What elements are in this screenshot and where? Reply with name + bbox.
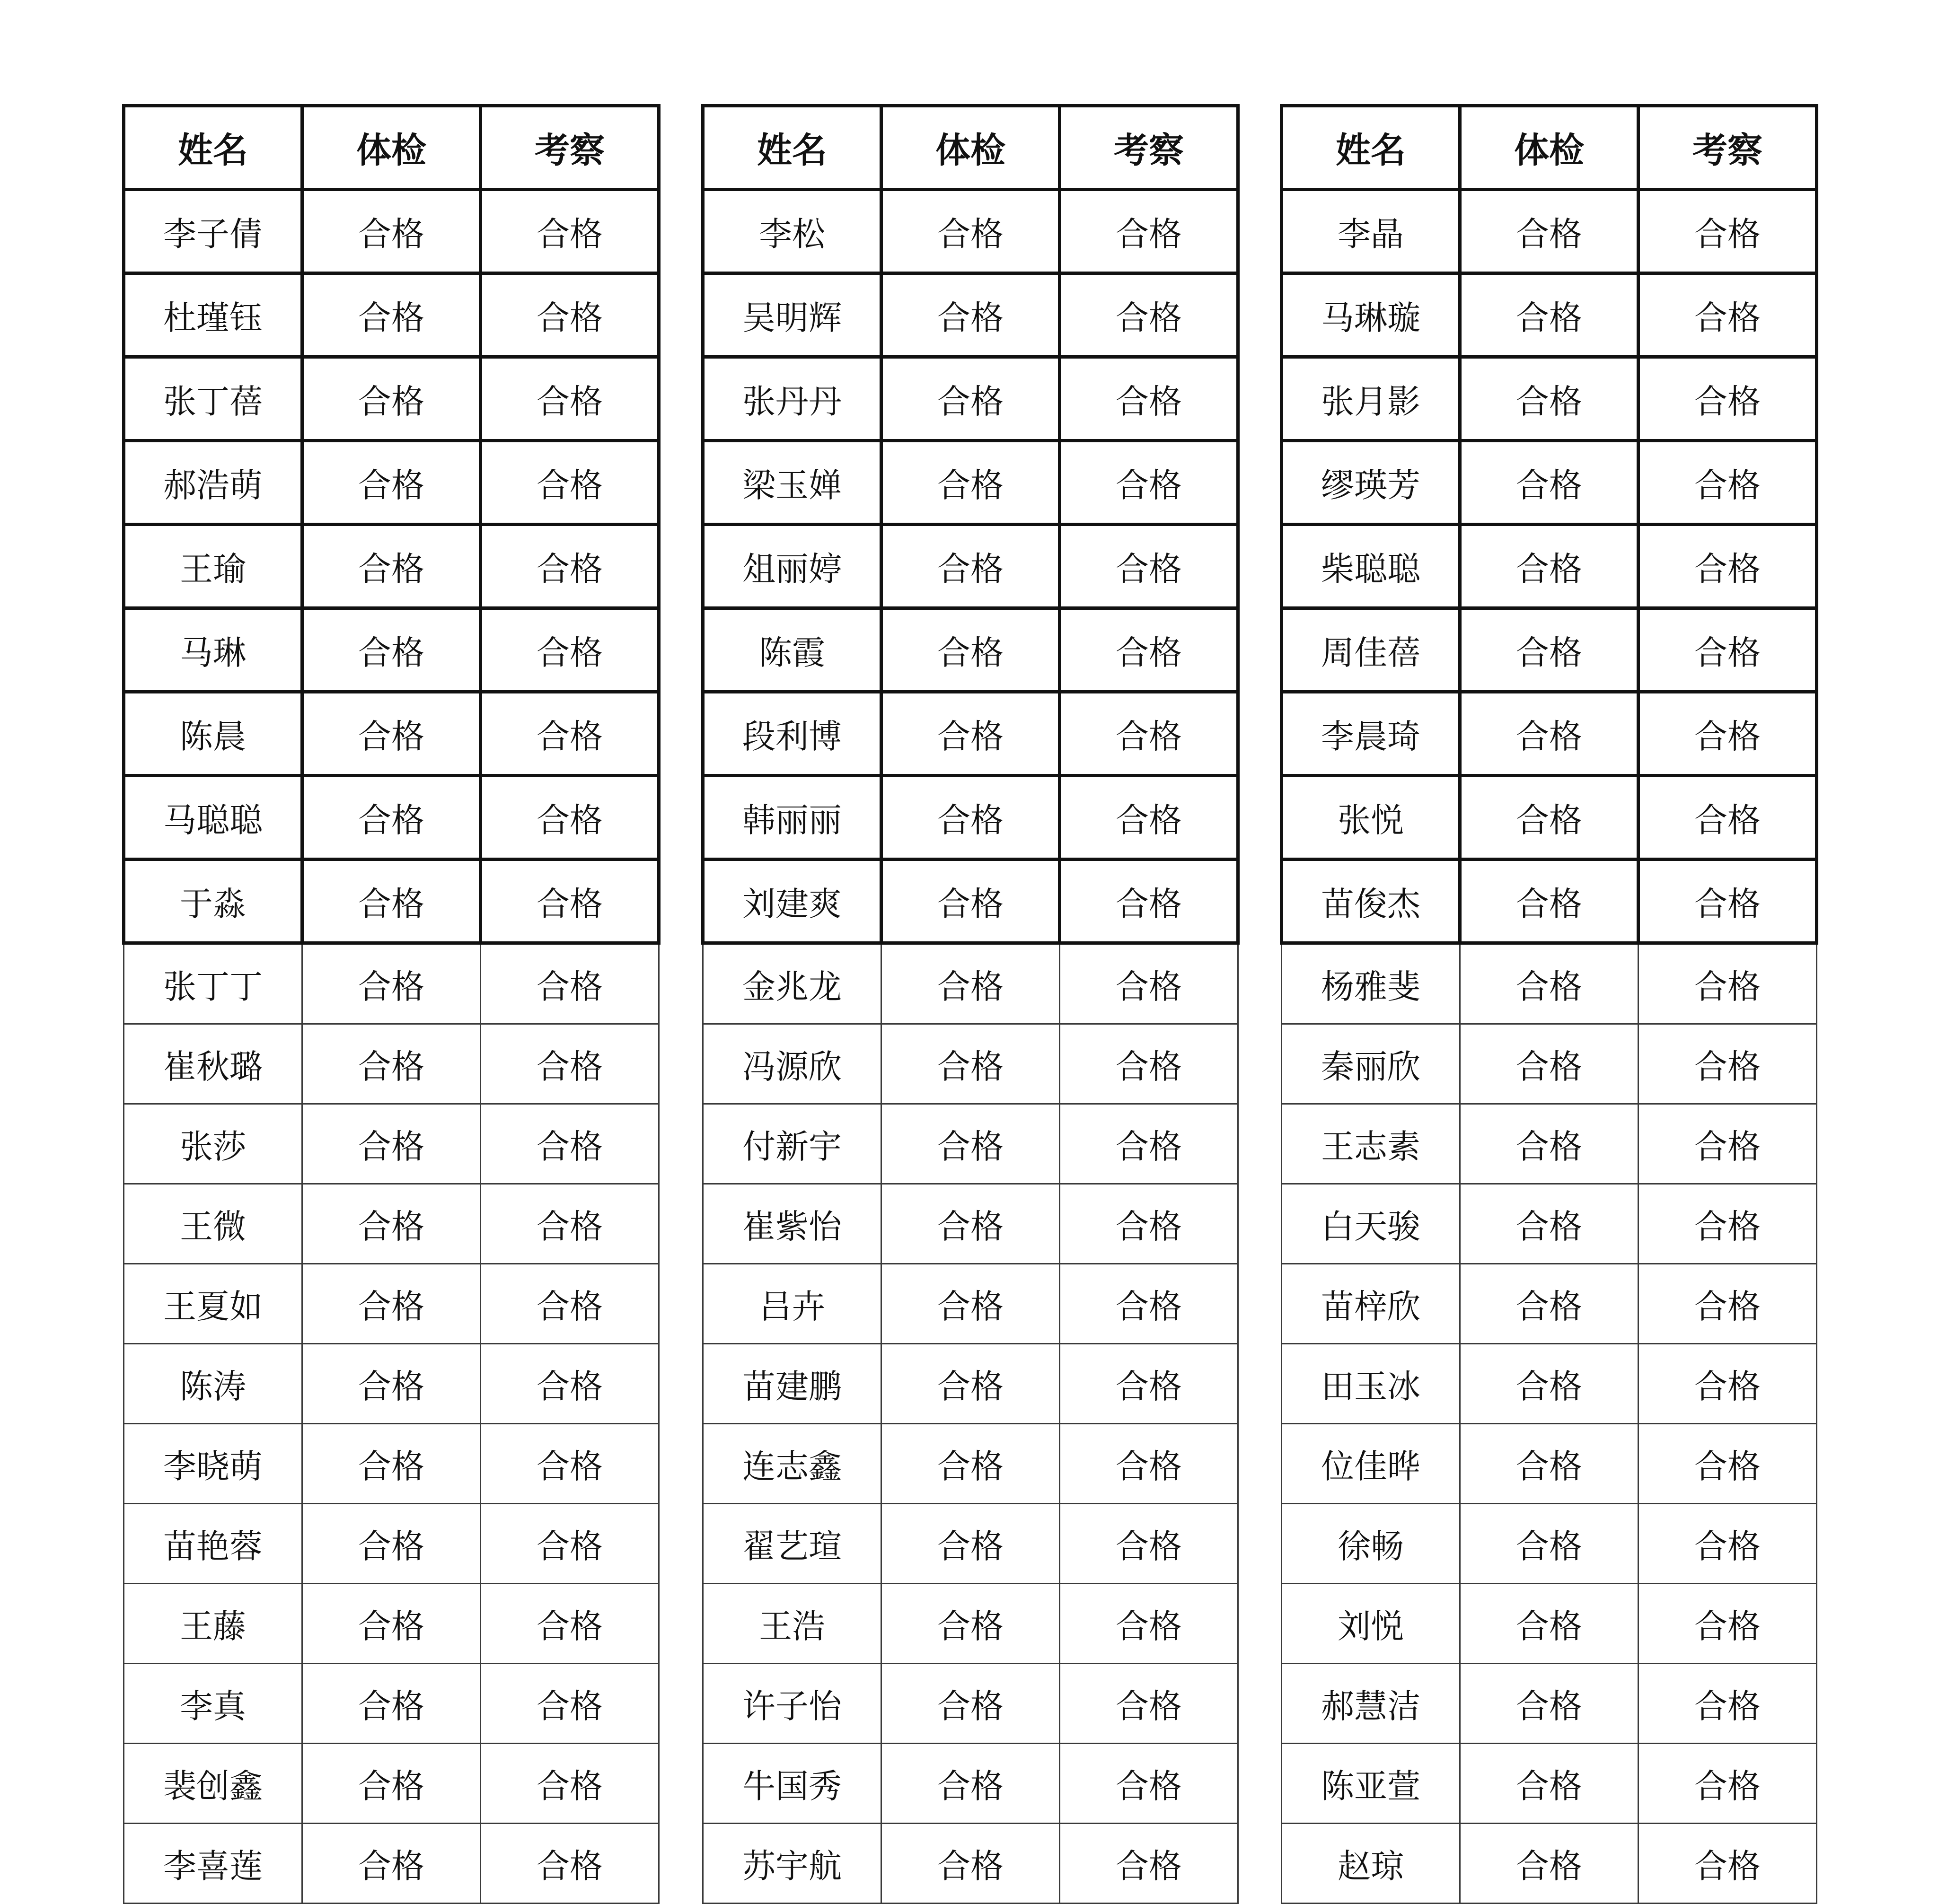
- cell-name: 李松: [703, 190, 881, 273]
- cell-name: 俎丽婷: [703, 525, 881, 608]
- cell-name: 苗建鹏: [703, 1344, 881, 1424]
- cell-review: 合格: [1638, 441, 1817, 525]
- cell-review: 合格: [1060, 1344, 1238, 1424]
- table-row: [703, 357, 1238, 441]
- cell-name: 陈霞: [703, 608, 881, 692]
- cell-physical-exam: 合格: [302, 1184, 481, 1264]
- cell-review: 合格: [1060, 1744, 1238, 1824]
- cell-name: 张悦: [1282, 776, 1460, 860]
- cell-physical-exam: 合格: [302, 1744, 481, 1824]
- cell-name: 付新宇: [703, 1104, 881, 1184]
- table-row: [703, 1824, 1238, 1904]
- table-row: [124, 273, 659, 357]
- results-table-right: [1280, 104, 1816, 1904]
- cell-review: 合格: [481, 357, 659, 441]
- results-table: [122, 104, 661, 1904]
- cell-name: 周佳蓓: [1282, 608, 1460, 692]
- cell-name: 李晓萌: [124, 1424, 302, 1504]
- cell-review: 合格: [1638, 1584, 1817, 1664]
- cell-name: 张丁丁: [124, 943, 302, 1024]
- table-row: [1282, 860, 1817, 943]
- cell-physical-exam: 合格: [881, 860, 1060, 943]
- cell-physical-exam: 合格: [302, 1024, 481, 1104]
- cell-physical-exam: 合格: [1460, 1504, 1638, 1584]
- cell-review: 合格: [481, 190, 659, 273]
- cell-physical-exam: 合格: [302, 943, 481, 1024]
- cell-review: 合格: [1638, 943, 1817, 1024]
- cell-name: 陈晨: [124, 692, 302, 776]
- cell-name: 崔紫怡: [703, 1184, 881, 1264]
- cell-name: 王夏如: [124, 1264, 302, 1344]
- cell-review: 合格: [1060, 1584, 1238, 1664]
- cell-name: 苗艳蓉: [124, 1504, 302, 1584]
- table-row: [1282, 1824, 1817, 1904]
- table-row: [703, 1184, 1238, 1264]
- cell-name: 王藤: [124, 1584, 302, 1664]
- table-row: [1282, 1024, 1817, 1104]
- cell-physical-exam: 合格: [302, 525, 481, 608]
- cell-physical-exam: 合格: [881, 608, 1060, 692]
- table-row: [124, 1344, 659, 1424]
- cell-name: 牛国秀: [703, 1744, 881, 1824]
- cell-review: 合格: [1638, 692, 1817, 776]
- cell-name: 马琳璇: [1282, 273, 1460, 357]
- table-row: [1282, 692, 1817, 776]
- table-row: [703, 776, 1238, 860]
- cell-review: 合格: [1060, 1824, 1238, 1904]
- cell-review: 合格: [1060, 1664, 1238, 1744]
- table-row: [124, 860, 659, 943]
- cell-review: 合格: [481, 273, 659, 357]
- cell-review: 合格: [1638, 1264, 1817, 1344]
- cell-review: 合格: [1060, 1104, 1238, 1184]
- cell-physical-exam: 合格: [302, 441, 481, 525]
- cell-name: 田玉冰: [1282, 1344, 1460, 1424]
- cell-physical-exam: 合格: [302, 1264, 481, 1344]
- cell-review: 合格: [481, 776, 659, 860]
- table-row: [1282, 1664, 1817, 1744]
- cell-physical-exam: 合格: [1460, 1184, 1638, 1264]
- cell-name: 杜瑾钰: [124, 273, 302, 357]
- cell-physical-exam: 合格: [1460, 776, 1638, 860]
- cell-review: 合格: [1638, 1744, 1817, 1824]
- header-review: 考察: [481, 106, 659, 190]
- cell-name: 白天骏: [1282, 1184, 1460, 1264]
- cell-physical-exam: 合格: [302, 692, 481, 776]
- cell-physical-exam: 合格: [1460, 441, 1638, 525]
- table-row: [124, 776, 659, 860]
- cell-physical-exam: 合格: [302, 1824, 481, 1904]
- cell-review: 合格: [1060, 273, 1238, 357]
- cell-review: 合格: [1638, 1504, 1817, 1584]
- cell-name: 赵琼: [1282, 1824, 1460, 1904]
- cell-physical-exam: 合格: [1460, 692, 1638, 776]
- table-row: [703, 1344, 1238, 1424]
- cell-review: 合格: [481, 441, 659, 525]
- cell-physical-exam: 合格: [881, 692, 1060, 776]
- table-row: [124, 1584, 659, 1664]
- cell-review: 合格: [1060, 190, 1238, 273]
- cell-physical-exam: 合格: [1460, 943, 1638, 1024]
- cell-physical-exam: 合格: [881, 1584, 1060, 1664]
- cell-review: 合格: [1638, 1024, 1817, 1104]
- table-row: [703, 1104, 1238, 1184]
- table-row: [124, 943, 659, 1024]
- table-row: [703, 1424, 1238, 1504]
- cell-physical-exam: 合格: [302, 1504, 481, 1584]
- cell-physical-exam: 合格: [1460, 273, 1638, 357]
- cell-physical-exam: 合格: [1460, 1744, 1638, 1824]
- cell-physical-exam: 合格: [302, 273, 481, 357]
- cell-physical-exam: 合格: [881, 1024, 1060, 1104]
- cell-review: 合格: [481, 1424, 659, 1504]
- header-name: 姓名: [703, 106, 881, 190]
- cell-physical-exam: 合格: [302, 608, 481, 692]
- cell-review: 合格: [1638, 1424, 1817, 1504]
- cell-name: 许子怡: [703, 1664, 881, 1744]
- cell-review: 合格: [1638, 608, 1817, 692]
- cell-review: 合格: [481, 525, 659, 608]
- table-row: [703, 1504, 1238, 1584]
- table-row: [124, 1024, 659, 1104]
- table-row: [124, 190, 659, 273]
- cell-name: 连志鑫: [703, 1424, 881, 1504]
- cell-physical-exam: 合格: [1460, 357, 1638, 441]
- header-name: 姓名: [1282, 106, 1460, 190]
- table-row: [124, 1664, 659, 1744]
- cell-review: 合格: [481, 860, 659, 943]
- cell-review: 合格: [481, 1504, 659, 1584]
- table-row: [124, 1104, 659, 1184]
- cell-physical-exam: 合格: [881, 1504, 1060, 1584]
- cell-physical-exam: 合格: [881, 1104, 1060, 1184]
- cell-name: 王瑜: [124, 525, 302, 608]
- cell-name: 位佳晔: [1282, 1424, 1460, 1504]
- cell-physical-exam: 合格: [302, 776, 481, 860]
- cell-review: 合格: [481, 1744, 659, 1824]
- cell-physical-exam: 合格: [881, 1264, 1060, 1344]
- cell-physical-exam: 合格: [881, 1824, 1060, 1904]
- cell-physical-exam: 合格: [1460, 860, 1638, 943]
- cell-name: 于淼: [124, 860, 302, 943]
- cell-physical-exam: 合格: [1460, 1664, 1638, 1744]
- cell-physical-exam: 合格: [302, 1104, 481, 1184]
- cell-physical-exam: 合格: [302, 190, 481, 273]
- cell-name: 秦丽欣: [1282, 1024, 1460, 1104]
- cell-name: 李晨琦: [1282, 692, 1460, 776]
- table-row: [124, 441, 659, 525]
- cell-review: 合格: [481, 1264, 659, 1344]
- table-row: [124, 525, 659, 608]
- cell-name: 马聪聪: [124, 776, 302, 860]
- cell-physical-exam: 合格: [1460, 608, 1638, 692]
- cell-review: 合格: [481, 1664, 659, 1744]
- cell-physical-exam: 合格: [302, 860, 481, 943]
- cell-name: 张月影: [1282, 357, 1460, 441]
- cell-review: 合格: [1060, 608, 1238, 692]
- table-row: [124, 1504, 659, 1584]
- cell-review: 合格: [1060, 357, 1238, 441]
- cell-review: 合格: [1060, 692, 1238, 776]
- cell-review: 合格: [1638, 525, 1817, 608]
- header-row: [1282, 106, 1817, 190]
- cell-review: 合格: [1638, 860, 1817, 943]
- cell-name: 苏宇航: [703, 1824, 881, 1904]
- cell-name: 李真: [124, 1664, 302, 1744]
- cell-physical-exam: 合格: [881, 441, 1060, 525]
- table-row: [703, 1024, 1238, 1104]
- table-row: [703, 273, 1238, 357]
- cell-review: 合格: [1638, 1824, 1817, 1904]
- cell-review: 合格: [481, 1184, 659, 1264]
- cell-name: 冯源欣: [703, 1024, 881, 1104]
- table-row: [703, 190, 1238, 273]
- cell-physical-exam: 合格: [302, 1584, 481, 1664]
- table-row: [1282, 1504, 1817, 1584]
- cell-name: 张丹丹: [703, 357, 881, 441]
- cell-name: 张莎: [124, 1104, 302, 1184]
- header-review: 考察: [1638, 106, 1817, 190]
- cell-physical-exam: 合格: [302, 357, 481, 441]
- cell-name: 柴聪聪: [1282, 525, 1460, 608]
- cell-name: 王微: [124, 1184, 302, 1264]
- table-row: [124, 608, 659, 692]
- table-row: [703, 860, 1238, 943]
- cell-name: 韩丽丽: [703, 776, 881, 860]
- cell-review: 合格: [1638, 273, 1817, 357]
- header-row: [703, 106, 1238, 190]
- cell-physical-exam: 合格: [1460, 1264, 1638, 1344]
- cell-name: 刘建爽: [703, 860, 881, 943]
- table-row: [1282, 943, 1817, 1024]
- cell-physical-exam: 合格: [881, 943, 1060, 1024]
- cell-physical-exam: 合格: [881, 190, 1060, 273]
- cell-name: 崔秋璐: [124, 1024, 302, 1104]
- cell-review: 合格: [1060, 441, 1238, 525]
- table-row: [1282, 1744, 1817, 1824]
- results-table-left: [122, 104, 658, 1904]
- cell-name: 李晶: [1282, 190, 1460, 273]
- cell-name: 郝浩萌: [124, 441, 302, 525]
- cell-name: 李喜莲: [124, 1824, 302, 1904]
- cell-name: 金兆龙: [703, 943, 881, 1024]
- cell-review: 合格: [1060, 1424, 1238, 1504]
- header-physical-exam: 体检: [881, 106, 1060, 190]
- cell-name: 段利博: [703, 692, 881, 776]
- cell-name: 梁玉婵: [703, 441, 881, 525]
- cell-name: 吕卉: [703, 1264, 881, 1344]
- table-row: [1282, 1264, 1817, 1344]
- cell-review: 合格: [1638, 1184, 1817, 1264]
- cell-physical-exam: 合格: [1460, 1424, 1638, 1504]
- cell-name: 刘悦: [1282, 1584, 1460, 1664]
- table-row: [124, 1264, 659, 1344]
- cell-name: 苗梓欣: [1282, 1264, 1460, 1344]
- cell-review: 合格: [481, 1824, 659, 1904]
- table-row: [1282, 357, 1817, 441]
- cell-review: 合格: [1060, 776, 1238, 860]
- table-row: [703, 943, 1238, 1024]
- cell-review: 合格: [481, 1584, 659, 1664]
- cell-name: 李子倩: [124, 190, 302, 273]
- table-row: [124, 1744, 659, 1824]
- cell-physical-exam: 合格: [881, 1184, 1060, 1264]
- table-row: [124, 1824, 659, 1904]
- cell-review: 合格: [1060, 1504, 1238, 1584]
- results-table-middle: [701, 104, 1237, 1904]
- cell-review: 合格: [1060, 860, 1238, 943]
- cell-review: 合格: [1638, 1664, 1817, 1744]
- table-row: [1282, 608, 1817, 692]
- cell-name: 翟艺瑄: [703, 1504, 881, 1584]
- cell-review: 合格: [481, 608, 659, 692]
- table-row: [1282, 1424, 1817, 1504]
- table-row: [1282, 190, 1817, 273]
- table-row: [1282, 273, 1817, 357]
- cell-review: 合格: [481, 1104, 659, 1184]
- table-row: [703, 1664, 1238, 1744]
- table-row: [124, 1184, 659, 1264]
- table-row: [1282, 1584, 1817, 1664]
- cell-name: 缪瑛芳: [1282, 441, 1460, 525]
- header-row: [124, 106, 659, 190]
- cell-name: 陈亚萱: [1282, 1744, 1460, 1824]
- cell-physical-exam: 合格: [881, 273, 1060, 357]
- table-row: [703, 1584, 1238, 1664]
- cell-name: 王浩: [703, 1584, 881, 1664]
- table-row: [703, 692, 1238, 776]
- cell-name: 郝慧洁: [1282, 1664, 1460, 1744]
- cell-physical-exam: 合格: [881, 1744, 1060, 1824]
- header-physical-exam: 体检: [1460, 106, 1638, 190]
- cell-name: 吴明辉: [703, 273, 881, 357]
- cell-review: 合格: [1060, 525, 1238, 608]
- table-row: [1282, 776, 1817, 860]
- header-review: 考察: [1060, 106, 1238, 190]
- cell-name: 陈涛: [124, 1344, 302, 1424]
- cell-physical-exam: 合格: [1460, 1024, 1638, 1104]
- cell-review: 合格: [1060, 943, 1238, 1024]
- cell-review: 合格: [481, 1024, 659, 1104]
- table-row: [124, 357, 659, 441]
- cell-name: 王志素: [1282, 1104, 1460, 1184]
- table-row: [703, 441, 1238, 525]
- cell-review: 合格: [481, 943, 659, 1024]
- table-row: [703, 608, 1238, 692]
- cell-name: 马琳: [124, 608, 302, 692]
- cell-physical-exam: 合格: [302, 1344, 481, 1424]
- cell-review: 合格: [1638, 357, 1817, 441]
- table-row: [1282, 525, 1817, 608]
- cell-physical-exam: 合格: [1460, 1824, 1638, 1904]
- cell-physical-exam: 合格: [302, 1664, 481, 1744]
- cell-review: 合格: [481, 692, 659, 776]
- results-table: [1280, 104, 1818, 1904]
- table-row: [1282, 1344, 1817, 1424]
- cell-review: 合格: [1060, 1184, 1238, 1264]
- header-physical-exam: 体检: [302, 106, 481, 190]
- cell-physical-exam: 合格: [881, 776, 1060, 860]
- cell-physical-exam: 合格: [1460, 1344, 1638, 1424]
- cell-review: 合格: [1638, 776, 1817, 860]
- cell-physical-exam: 合格: [1460, 1584, 1638, 1664]
- cell-review: 合格: [1638, 190, 1817, 273]
- cell-physical-exam: 合格: [881, 1424, 1060, 1504]
- cell-physical-exam: 合格: [881, 525, 1060, 608]
- table-row: [124, 1424, 659, 1504]
- cell-review: 合格: [1060, 1024, 1238, 1104]
- table-row: [703, 1744, 1238, 1824]
- cell-physical-exam: 合格: [881, 357, 1060, 441]
- results-table: [701, 104, 1240, 1904]
- cell-name: 杨雅斐: [1282, 943, 1460, 1024]
- cell-physical-exam: 合格: [881, 1664, 1060, 1744]
- table-row: [1282, 1104, 1817, 1184]
- table-row: [703, 525, 1238, 608]
- table-row: [124, 692, 659, 776]
- cell-review: 合格: [1638, 1104, 1817, 1184]
- cell-review: 合格: [1060, 1264, 1238, 1344]
- cell-name: 徐畅: [1282, 1504, 1460, 1584]
- header-name: 姓名: [124, 106, 302, 190]
- cell-physical-exam: 合格: [1460, 1104, 1638, 1184]
- cell-physical-exam: 合格: [881, 1344, 1060, 1424]
- cell-physical-exam: 合格: [1460, 190, 1638, 273]
- cell-name: 苗俊杰: [1282, 860, 1460, 943]
- cell-name: 裴创鑫: [124, 1744, 302, 1824]
- cell-review: 合格: [481, 1344, 659, 1424]
- cell-physical-exam: 合格: [302, 1424, 481, 1504]
- cell-review: 合格: [1638, 1344, 1817, 1424]
- table-row: [1282, 441, 1817, 525]
- cell-physical-exam: 合格: [1460, 525, 1638, 608]
- cell-name: 张丁蓓: [124, 357, 302, 441]
- table-row: [703, 1264, 1238, 1344]
- table-row: [1282, 1184, 1817, 1264]
